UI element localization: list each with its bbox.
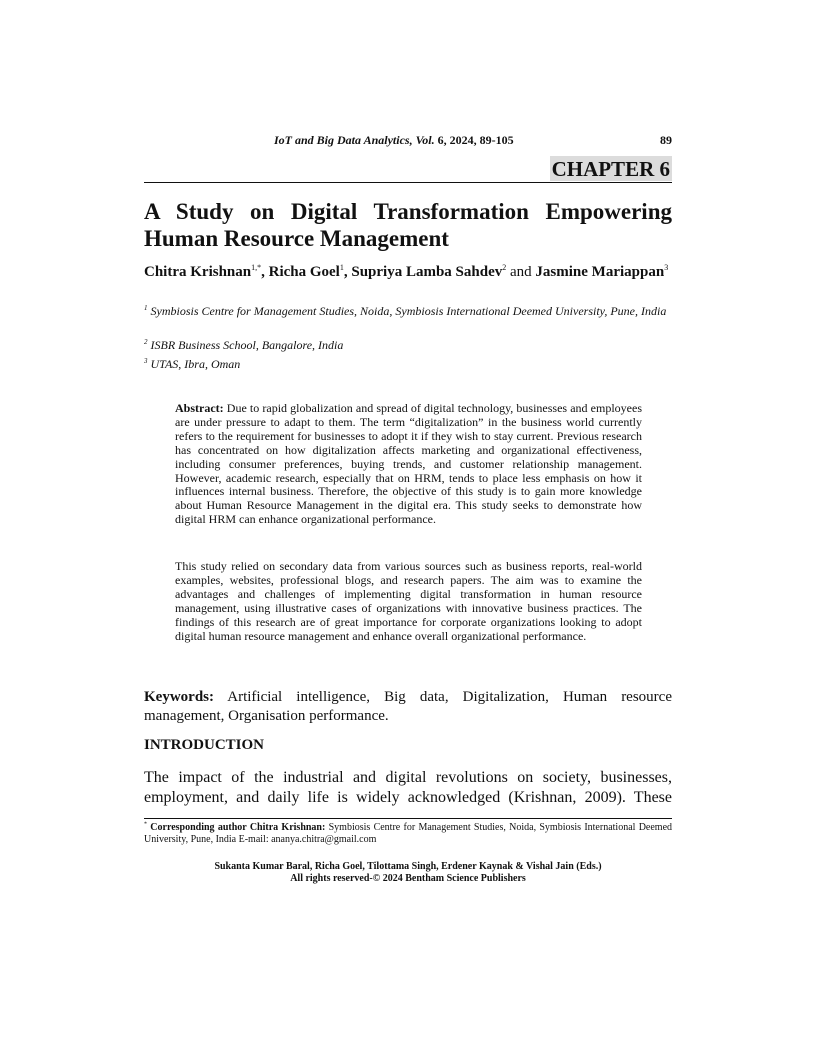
journal-citation: IoT and Big Data Analytics, Vol. 6, 2024, 89-105 xyxy=(274,133,514,147)
chapter-label: CHAPTER 6 xyxy=(551,157,670,181)
affiliation: $^2$ ISBR Business School, Bangalore, India xyxy=(144,338,344,352)
copyright-line: All rights reserved-© 2024 Bentham Science Publishers xyxy=(290,873,526,884)
affiliation: $^1$ Symbiosis Centre for Management Studies, Noida, Symbiosis International Deemed University, Pune, India xyxy=(144,304,667,318)
section-heading-introduction: INTRODUCTION xyxy=(144,737,265,753)
author-name: Supriya Lamba Sahdev xyxy=(351,264,503,280)
author-affiliation-marker: 1 xyxy=(339,263,344,272)
author-affiliation-marker: 3 xyxy=(664,263,669,272)
author-name: Richa Goel xyxy=(268,264,340,280)
chapter-rule xyxy=(144,182,672,183)
publisher-info xyxy=(144,861,672,885)
page-number: 89 xyxy=(660,133,672,147)
abstract-paragraph: This study relied on secondary data from various sources such as business reports, real-world examples, websites, professional blogs, and research papers. The aim was to examine the advantages and challenges of implementing digital transformation in human resource management, using illustrative cases of organizations with innovative business practices. The findings of this research are of great importance for corporate organizations looking to adopt digital human resource management and enhance overall organizational performance. xyxy=(175,559,642,643)
editors-line: Sukanta Kumar Baral, Richa Goel, Tilottama Singh, Erdener Kaynak & Vishal Jain (Eds.) xyxy=(214,861,602,872)
footnote-rule xyxy=(144,818,672,819)
author-affiliation-marker: 1,* xyxy=(251,263,262,272)
corresponding-author-footnote: * Corresponding author Chitra Krishnan: Symbiosis Centre for Management Studies, Noida, Symbiosis International Deemed University, Pune, India E-mail: ananya.chitra@gmail.com xyxy=(144,821,673,845)
abstract-paragraph: Abstract: Due to rapid globalization and spread of digital technology, businesses and employees are under pressure to adapt to them. The term “digitalization” in the business world currently refers to the requirement for businesses to adopt it if they wish to stay current. Previous research has concentrated on how digitalization affects marketing and organizational effectiveness, including consumer preferences, buying trends, and customer relationship management. However, academic research, especially that on HRM, tends to place less emphasis on how it influences internal business. Therefore, the objective of this study is to gain more knowledge about Human Resource Management in the digital era. This study seeks to demonstrate how digital HRM can enhance organizational performance. xyxy=(175,401,642,527)
author-affiliation-marker: 2 xyxy=(502,263,507,272)
keywords-label: Keywords: xyxy=(144,689,214,705)
keywords: Keywords: Artificial intelligence, Big data, Digitalization, Human resource management, Organisation performance. xyxy=(144,689,672,724)
author-name: Chitra Krishnan xyxy=(144,264,252,280)
abstract-label: Abstract: xyxy=(175,401,224,415)
introduction-text: The impact of the industrial and digital revolutions on society, businesses, employment, and daily life is widely acknowledged (Krishnan, 2009). These xyxy=(144,769,672,806)
paper-title: A Study on Digital Transformation Empowering Human Resource Management xyxy=(144,199,672,251)
affiliation: $^3$ UTAS, Ibra, Oman xyxy=(144,357,241,371)
author-name: Jasmine Mariappan xyxy=(535,264,665,280)
author-list: Chitra Krishnan$^{1,*}$, Richa Goel$^1$, Supriya Lamba Sahdev$^2$ and Jasmine Mariappan$^3$ xyxy=(144,263,669,280)
